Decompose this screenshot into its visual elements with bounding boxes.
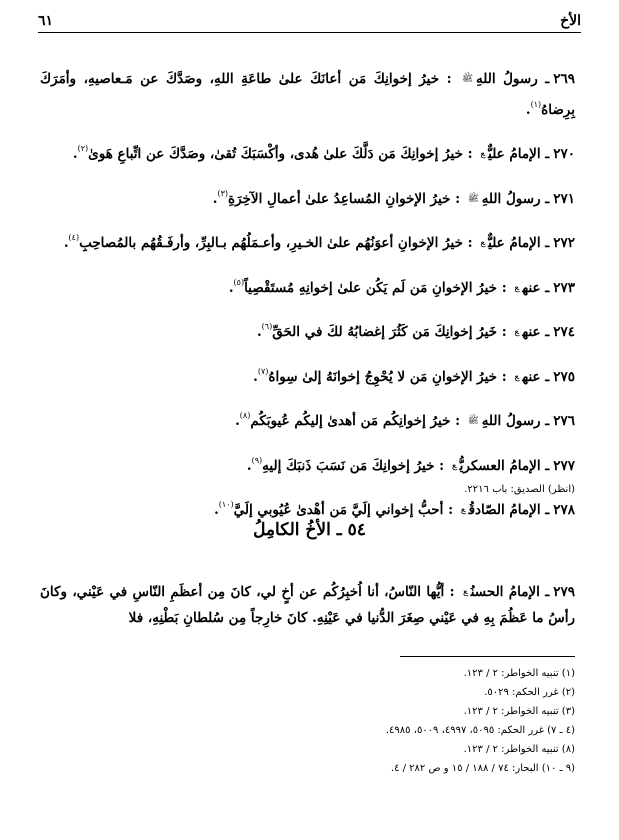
hadith-text: : أيُّها النّاسُ، أنا اُخبِرُكُم عن أخٍ لي، كانَ مِن أعظَمِ النّاسِ في عَيْني، وكانَ رأسُ ما عَظُمَ بِهِ في عَيْني صِغَرَ الدُّنيا في عَيْنِهِ. كانَ خارِجاً مِن سُلطانِ بَطْنِهِ، فلا [40, 583, 575, 626]
footnote: (٣) تنبيه الخواطر: ٢ / ١٢٣. [463, 706, 575, 717]
hadith-entry: ٢٧٨ـ الإمامُ الصّادقُع : أحبُّ إخواني إلَيَّ مَن أهْدىٰ عُيُوبي إلَيَّ$^{(١٠)}$. [214, 500, 575, 518]
hadith-number: ٢٧٨ [553, 502, 575, 518]
running-head [38, 10, 581, 33]
honorific-symbol: ﷺ [467, 416, 479, 426]
hadith-text: : خيرُ الإخوانِ المُساعِدُ علىٰ أعمالِ الآخِرَةِ [228, 190, 461, 207]
footnote: (٩ ـ ١٠) البحار: ٧٤ / ١٨٨ / ١٥ و ص ٢٨٢ / ٤. [390, 763, 575, 774]
hadith-list-section [40, 565, 575, 640]
hadith-number: ٢٧٦ [553, 413, 575, 429]
hadith-text: : خيرُ إخوانِكَ مَن نَسَبَ ذَنبَكَ إليهِ [262, 457, 445, 474]
hadith-text: : خيرُ الإخوانِ مَن لَم يَكُن علىٰ إخوانِهِ مُستَقْصِياً [244, 279, 507, 296]
footnote-marker: (٩) [251, 455, 263, 465]
hadith-text: : خيرُ إخوانِكُم مَن أهدىٰ إليكُم عُيوبَكُم [250, 413, 461, 429]
hadith-entry: ٢٧٥ـ عنهع : خيرُ الإخوانِ مَن لا يُحْوِجُ إخوانَهُ إلىٰ سِواهُ$^{(٧)}$. [253, 366, 575, 385]
footnote: (٨) تنبيه الخواطر: ٢ / ١٢٣. [463, 744, 575, 755]
hadith-entry: ٢٧٢ـ الإمامُ عليٌّع : خيرُ الإخوانِ أعوَنُهُم علىٰ الخـيرِ، وأعـمَلُهُم بـالبِرِّ، وأرفَـقُهُم بالمُصاحِبِ$^{(٤)}$. [63, 233, 575, 251]
hadith-number: ٢٧٤ [553, 324, 575, 340]
hadith-number: ٢٧٢ [553, 235, 575, 251]
hadith-speaker: رسولُ اللهِ [476, 70, 538, 87]
hadith-entry: ٢٦٩ـ رسولُ اللهِﷺ : خيرُ إخوانِكَ مَن أعانَكَ علىٰ طاعَةِ اللهِ، وصَدَّكَ عن مَـعاصيهِ، وأمَرَكَ بِرِضاهُ$^{(١)}$. [40, 70, 575, 118]
hadith-text: : خيرُ الإخوانِ أعوَنُهُم علىٰ الخـيرِ، وأعـمَلُهُم بـالبِرِّ، وأرفَـقُهُم بالمُصاحِبِ [79, 235, 473, 251]
honorific-symbol: ع [480, 149, 486, 159]
hadith-speaker: الإمامُ الصّادقُ [468, 502, 541, 518]
hadith-entry: ٢٧٧ـ الإمامُ العسكريُّع : خيرُ إخوانِكَ مَن نَسَبَ ذَنبَكَ إليهِ$^{(٩)}$. [246, 455, 575, 474]
footnote: (١) تنبيه الخواطر: ٢ / ١٢٣. [463, 668, 575, 679]
hadith-list [40, 52, 575, 529]
footnote-marker: (٧) [257, 366, 269, 376]
footnote-marker: (١٠) [218, 500, 234, 509]
honorific-symbol: ﷺ [462, 73, 474, 84]
hadith-text: : خيرُ إخوانِكَ مَن دَلَّكَ علىٰ هُدى، وأكْسَبَكَ تُقىٰ، وصَدَّكَ عن اتِّباعِ هَوىٰ [88, 146, 473, 162]
footnote-marker: (٥) [233, 277, 245, 287]
footnote-marker: (٤) [68, 233, 80, 242]
honorific-symbol: ع [451, 460, 457, 471]
hadith-entry: ٢٧٣ـ عنهع : خيرُ الإخوانِ مَن لَم يَكُن علىٰ إخوانِهِ مُستَقْصِياً$^{(٥)}$. [228, 277, 575, 296]
hadith-number: ٢٧٣ [553, 279, 575, 296]
footnotes [40, 664, 575, 778]
footnote-marker: (٣) [217, 188, 229, 198]
honorific-symbol: ع [514, 282, 520, 293]
footnote-marker: (١) [530, 99, 542, 109]
section-heading [0, 520, 619, 540]
hadith-number: ٢٧٧ [553, 457, 575, 474]
footnote-divider [400, 656, 575, 657]
hadith-number: ٢٧٩ [553, 583, 576, 600]
hadith-text: : أحبُّ إخواني إلَيَّ مَن أهْدىٰ عُيُوبي إلَيَّ [233, 502, 454, 518]
hadith-number: ٢٧٥ [553, 368, 575, 385]
footnote-marker: (٨) [239, 411, 251, 420]
hadith-number: ٢٦٩ [553, 70, 575, 87]
honorific-symbol: ع [480, 238, 486, 248]
honorific-symbol: ع [460, 505, 466, 515]
hadith-number: ٢٧٠ [553, 146, 575, 162]
hadith-speaker: عنه [522, 368, 541, 385]
hadith-entry: ٢٧٩ـ الإمامُ الحسنُع : أيُّها النّاسُ، أنا اُخبِرُكُم عن أخٍ لي، كانَ مِن أعظَمِ النّاسِ في عَيْني، وكانَ رأسُ ما عَظُمَ بِهِ في عَيْني صِغَرَ الدُّنيا في عَيْنِهِ. كانَ خارِجاً مِن سُلطانِ بَطْنِهِ، فلا [40, 583, 576, 626]
hadith-speaker: رسولُ اللهِ [481, 190, 541, 207]
honorific-symbol: ﷺ [467, 193, 479, 204]
footnote-marker: (٢) [77, 144, 89, 153]
hadith-entry: ٢٧٠ـ الإمامُ عليٌّع : خيرُ إخوانِكَ مَن دَلَّكَ علىٰ هُدى، وأكْسَبَكَ تُقىٰ، وصَدَّكَ عن اتِّباعِ هَوىٰ$^{(٢)}$. [72, 144, 575, 162]
honorific-symbol: ع [514, 327, 520, 337]
hadith-number: ٢٧١ [553, 190, 575, 207]
hadith-speaker: رسولُ اللهِ [481, 413, 541, 429]
footnote: (٢) غرر الحكم: ٥٠٢٩. [484, 687, 575, 698]
section-title: ـ الأخُ الكامِلُ [253, 520, 342, 540]
hadith-text: : خيرُ الإخوانِ مَن لا يُحْوِجُ إخوانَهُ إلىٰ سِواهُ [268, 368, 507, 385]
section-number: ٥٤ [347, 520, 366, 540]
hadith-speaker: عنه [522, 279, 541, 296]
hadith-entry: ٢٧١ـ رسولُ اللهِﷺ : خيرُ الإخوانِ المُساعِدُ علىٰ أعمالِ الآخِرَةِ$^{(٣)}$. [212, 188, 575, 207]
footnote-marker: (٦) [261, 322, 273, 331]
hadith-entry: ٢٧٤ـ عنهع : خَيرُ إخوانِكَ مَن كَثُرَ إغضابُهُ لكَ في الحَقِّ$^{(٦)}$. [256, 322, 575, 340]
hadith-speaker: الإمامُ عليٌّ [488, 235, 541, 251]
hadith-speaker: الإمامُ الحسنُ [470, 583, 540, 600]
page-number: ٦١ [38, 13, 54, 29]
hadith-text: : خيرُ إخوانِكَ مَن أعانَكَ علىٰ طاعَةِ اللهِ، وصَدَّكَ عن مَـعاصيهِ، وأمَرَكَ بِرِضاهُ [40, 70, 575, 118]
footnote: (٤ ـ ٧) غرر الحكم: ٥٠٩٥، ٤٩٩٧، ٥٠٠٩، ٤٩٨٥. [385, 725, 575, 736]
running-title: الأخ [560, 13, 581, 29]
hadith-speaker: الإمامُ عليٌّ [488, 146, 541, 162]
honorific-symbol: ع [462, 586, 468, 597]
honorific-symbol: ع [514, 371, 520, 382]
hadith-speaker: عنه [522, 324, 541, 340]
hadith-entry: ٢٧٦ـ رسولُ اللهِﷺ : خيرُ إخوانِكُم مَن أهدىٰ إليكُم عُيوبَكُم$^{(٨)}$. [235, 411, 575, 429]
hadith-speaker: الإمامُ العسكريُّ [459, 457, 541, 474]
see-also-reference: (انظر) الصديق: باب ٢٢١٦. [464, 484, 575, 495]
hadith-text: : خَيرُ إخوانِكَ مَن كَثُرَ إغضابُهُ لكَ في الحَقِّ [272, 324, 507, 340]
